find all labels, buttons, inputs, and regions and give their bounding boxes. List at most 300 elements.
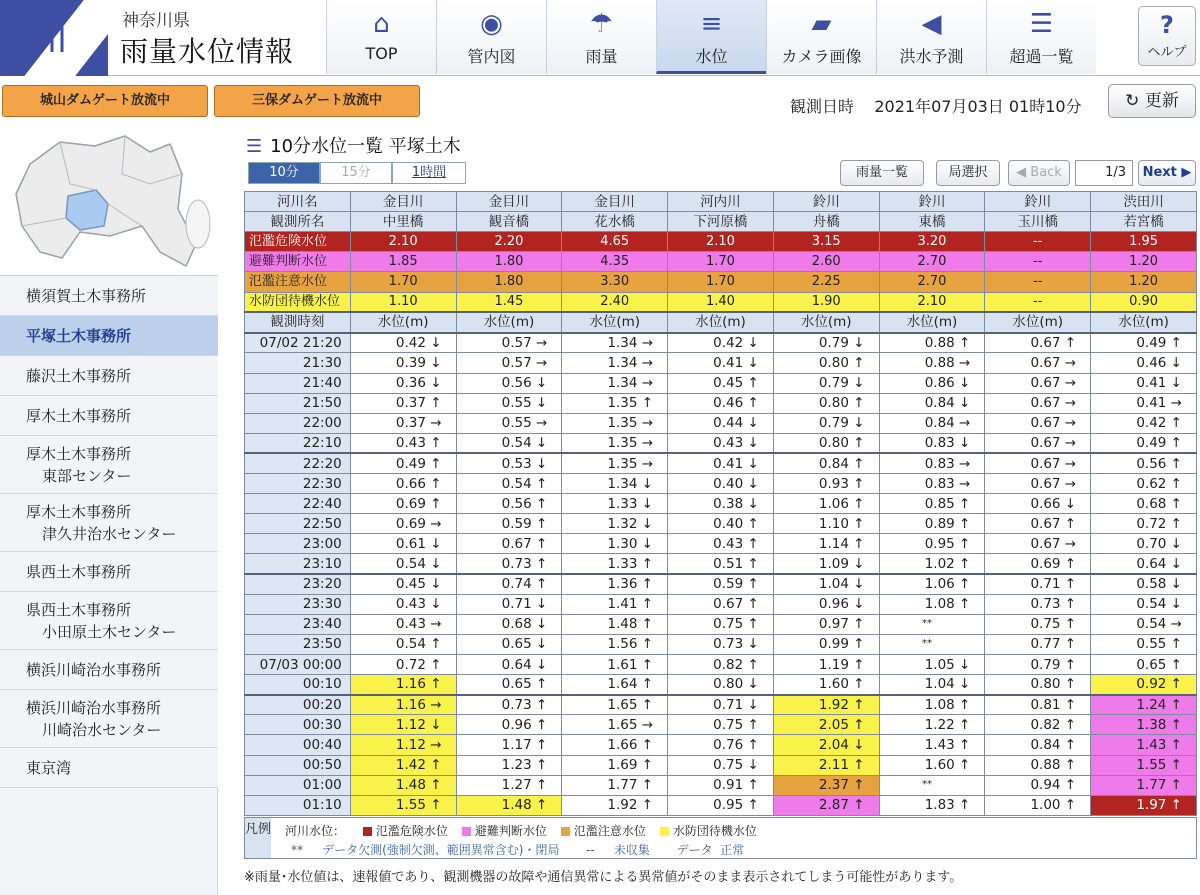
river-name: 金目川 <box>562 192 668 212</box>
water-level-cell: 0.37 → <box>350 413 456 433</box>
water-level-cell: 0.45 ↑ <box>668 373 774 393</box>
threshold-value: 1.95 <box>1091 232 1197 252</box>
sidebar-item-label: 平塚土木事務所 <box>26 326 132 345</box>
nav-area-map-button[interactable] <box>436 0 546 74</box>
water-level-cell: 1.55 ↑ <box>350 795 456 815</box>
sidebar-item[interactable] <box>0 494 218 552</box>
water-level-cell: 1.38 ↑ <box>1091 715 1197 735</box>
threshold-name: 氾濫危険水位 <box>245 232 351 252</box>
sidebar-item-label: 横浜川崎治水事務所 <box>26 698 162 717</box>
obs-time: 22:10 <box>245 433 351 453</box>
header <box>0 0 1200 76</box>
obs-time: 22:20 <box>245 453 351 473</box>
unit-label: 水位(m) <box>668 312 774 333</box>
back-button[interactable]: ◀ Back <box>1008 160 1070 186</box>
legend-swatch <box>561 827 570 836</box>
sidebar-item-label: 県西土木事務所 <box>26 600 132 619</box>
water-level-cell: 0.67 → <box>985 474 1091 494</box>
water-level-cell: 0.76 ↑ <box>668 735 774 755</box>
map-pin-icon: ◉ <box>480 9 503 39</box>
water-level-cell: 1.60 ↑ <box>879 755 985 775</box>
sidebar-item[interactable] <box>0 396 218 436</box>
water-level-cell: 0.62 ↑ <box>1091 474 1197 494</box>
table-row <box>245 373 1197 393</box>
megaphone-icon: ◀ <box>921 9 942 39</box>
water-level-cell: 0.95 ↑ <box>879 534 985 554</box>
water-level-cell: 0.97 ↑ <box>773 614 879 634</box>
water-level-cell: 0.66 ↓ <box>985 494 1091 514</box>
water-level-cell: 0.80 ↑ <box>773 433 879 453</box>
table-row <box>245 433 1197 453</box>
threshold-value: 1.45 <box>456 292 562 312</box>
sidebar-item-label: 津久井治水センター <box>42 524 177 543</box>
water-level-cell: 1.35 → <box>562 453 668 473</box>
station-header-row <box>245 212 1197 232</box>
water-level-cell: 1.35 ↑ <box>562 393 668 413</box>
rain-list-button[interactable]: 雨量一覧 <box>840 160 924 186</box>
water-level-cell: 1.27 ↑ <box>456 775 562 795</box>
table-row <box>245 735 1197 755</box>
water-level-cell: ** <box>879 634 985 654</box>
station-name: 観音橋 <box>456 212 562 232</box>
station-name: 東橋 <box>879 212 985 232</box>
station-name: 若宮橋 <box>1091 212 1197 232</box>
water-level-cell: 0.46 ↓ <box>1091 353 1197 373</box>
water-level-cell: 1.42 ↑ <box>350 755 456 775</box>
obs-time: 22:30 <box>245 474 351 494</box>
dam-gate-alert-miho[interactable]: 三保ダムゲート放流中 <box>214 85 420 117</box>
river-name: 鈴川 <box>879 192 985 212</box>
observation-value: 2021年07月03日 01時10分 <box>874 97 1082 116</box>
water-level-cell: 0.75 ↑ <box>668 715 774 735</box>
sidebar-item[interactable] <box>0 356 218 396</box>
water-level-cell: 1.83 ↑ <box>879 795 985 815</box>
water-level-cell: 1.92 ↑ <box>773 695 879 715</box>
water-level-cell: 0.55 ↓ <box>456 393 562 413</box>
water-level-cell: 0.56 ↓ <box>456 373 562 393</box>
water-level-cell: 0.83 → <box>879 453 985 473</box>
unit-label: 水位(m) <box>350 312 456 333</box>
water-level-cell: 0.75 ↑ <box>668 614 774 634</box>
river-name-label: 河川名 <box>245 192 351 212</box>
threshold-row <box>245 252 1197 272</box>
threshold-value: 2.60 <box>773 252 879 272</box>
obs-time: 00:20 <box>245 695 351 715</box>
water-level-cell: 1.14 ↑ <box>773 534 879 554</box>
water-level-cell: 0.37 ↑ <box>350 393 456 413</box>
water-level-cell: 0.61 ↓ <box>350 534 456 554</box>
obs-time: 23:10 <box>245 554 351 574</box>
question-icon: ? <box>1160 11 1174 39</box>
prefecture-logo[interactable] <box>0 0 108 76</box>
water-level-cell: 0.44 ↓ <box>668 413 774 433</box>
table-row <box>245 675 1197 695</box>
threshold-value: -- <box>985 272 1091 292</box>
water-level-cell: 0.80 ↑ <box>773 353 879 373</box>
water-level-cell: 0.79 ↓ <box>773 333 879 353</box>
sidebar-item[interactable] <box>0 316 218 356</box>
water-level-cell: 1.61 ↑ <box>562 655 668 675</box>
obs-time: 23:00 <box>245 534 351 554</box>
water-level-cell: 0.73 ↑ <box>985 594 1091 614</box>
water-level-cell: 0.75 ↑ <box>985 614 1091 634</box>
water-level-cell: 0.40 ↑ <box>668 514 774 534</box>
water-level-cell: 0.91 ↑ <box>668 775 774 795</box>
legend-data-label: データ <box>676 843 713 857</box>
water-level-cell: 0.42 ↓ <box>350 333 456 353</box>
water-level-cell: 0.54 ↓ <box>456 433 562 453</box>
water-level-cell: 0.53 ↓ <box>456 453 562 473</box>
water-level-cell: 1.24 ↑ <box>1091 695 1197 715</box>
legend-missing-symbol: ** <box>291 843 303 857</box>
water-level-cell: 0.84 ↑ <box>773 453 879 473</box>
water-level-cell: ** <box>879 775 985 795</box>
kanagawa-map-icon <box>0 124 218 276</box>
sidebar-item-label: 横浜川崎治水事務所 <box>26 660 162 679</box>
water-level-cell: 1.05 ↓ <box>879 655 985 675</box>
unit-label: 水位(m) <box>456 312 562 333</box>
nav-top-button[interactable] <box>326 0 436 74</box>
water-level-cell: 1.48 ↑ <box>350 775 456 795</box>
section-title <box>246 132 461 158</box>
unit-label: 水位(m) <box>1091 312 1197 333</box>
help-button[interactable] <box>1138 6 1196 66</box>
water-level-cell: 1.35 → <box>562 433 668 453</box>
table-row <box>245 453 1197 473</box>
water-level-cell: 0.93 ↑ <box>773 474 879 494</box>
water-level-cell: 1.34 ↓ <box>562 474 668 494</box>
river-name: 河内川 <box>668 192 774 212</box>
water-level-cell: 0.73 ↑ <box>456 695 562 715</box>
station-name: 玉川橋 <box>985 212 1091 232</box>
water-level-cell: 1.92 ↑ <box>562 795 668 815</box>
water-level-cell: 0.68 ↓ <box>456 614 562 634</box>
station-name: 花水橋 <box>562 212 668 232</box>
water-level-cell: 0.68 ↑ <box>1091 494 1197 514</box>
water-level-cell: 1.23 ↑ <box>456 755 562 775</box>
water-level-cell: 0.67 → <box>985 373 1091 393</box>
water-level-cell: 1.55 ↑ <box>1091 755 1197 775</box>
water-level-cell: 0.43 ↓ <box>668 433 774 453</box>
obs-time: 23:50 <box>245 634 351 654</box>
water-level-cell: 0.67 → <box>985 433 1091 453</box>
water-level-cell: 0.67 → <box>985 453 1091 473</box>
threshold-value: 2.70 <box>879 252 985 272</box>
legend-data-status <box>291 841 744 858</box>
threshold-value: 4.65 <box>562 232 668 252</box>
water-level-cell: 0.58 ↓ <box>1091 574 1197 594</box>
legend-item-label: 水防団待機水位 <box>672 824 757 838</box>
water-level-cell: 0.43 ↑ <box>350 433 456 453</box>
water-level-cell: 0.43 ↓ <box>350 594 456 614</box>
water-level-cell: 1.06 ↑ <box>879 574 985 594</box>
sidebar-item-label: 東京湾 <box>26 758 72 777</box>
obs-time: 22:50 <box>245 514 351 534</box>
nav-camera-button[interactable] <box>766 0 876 74</box>
water-level-cell: 0.54 ↓ <box>350 554 456 574</box>
sidebar-item-label: 小田原土木センター <box>42 622 177 641</box>
water-level-cell: 0.73 ↑ <box>456 554 562 574</box>
obs-time: 23:30 <box>245 594 351 614</box>
table-row <box>245 413 1197 433</box>
station-name: 中里橋 <box>350 212 456 232</box>
sidebar-item-label: 県西土木事務所 <box>26 562 132 581</box>
legend-swatch <box>660 827 669 836</box>
water-level-table <box>244 191 1197 816</box>
nav-top-label: TOP <box>365 44 398 63</box>
water-level-cell: 1.43 ↑ <box>1091 735 1197 755</box>
water-level-cell: 0.67 → <box>985 413 1091 433</box>
water-level-cell: 0.84 ↓ <box>879 393 985 413</box>
legend-item <box>462 824 547 838</box>
sidebar-item-label: 厚木土木事務所 <box>26 502 132 521</box>
water-level-cell: 1.77 ↑ <box>562 775 668 795</box>
water-level-cell: 1.34 → <box>562 353 668 373</box>
water-level-cell: 0.56 ↑ <box>456 494 562 514</box>
water-level-cell: 1.17 ↑ <box>456 735 562 755</box>
nav-water-level-button[interactable] <box>656 0 766 74</box>
water-level-cell: 0.67 ↑ <box>668 594 774 614</box>
obs-time: 00:50 <box>245 755 351 775</box>
water-level-cell: 0.67 → <box>985 353 1091 373</box>
sidebar-item-label: 厚木土木事務所 <box>26 444 132 463</box>
water-level-cell: 0.49 ↑ <box>1091 333 1197 353</box>
app-title: 雨量水位情報 <box>120 35 295 68</box>
water-level-cell: 0.67 → <box>985 534 1091 554</box>
water-level-cell: 1.04 ↓ <box>879 675 985 695</box>
threshold-value: 1.40 <box>668 292 774 312</box>
obs-time: 23:40 <box>245 614 351 634</box>
tab-15min[interactable]: 15分 <box>320 162 392 184</box>
sidebar-item[interactable] <box>0 748 218 788</box>
obs-time: 22:40 <box>245 494 351 514</box>
water-level-cell: 0.88 → <box>879 353 985 373</box>
water-level-cell: 1.97 ↑ <box>1091 795 1197 815</box>
table-row <box>245 614 1197 634</box>
water-level-cell: 1.19 ↑ <box>773 655 879 675</box>
threshold-row <box>245 232 1197 252</box>
water-level-cell: 0.73 ↓ <box>668 634 774 654</box>
threshold-value: 2.20 <box>456 232 562 252</box>
water-level-cell: 2.11 ↑ <box>773 755 879 775</box>
table-row <box>245 755 1197 775</box>
threshold-value: 1.90 <box>773 292 879 312</box>
nav-area-map-label: 管内図 <box>467 47 516 66</box>
threshold-value: 4.35 <box>562 252 668 272</box>
threshold-value: -- <box>985 232 1091 252</box>
water-level-cell: 0.57 → <box>456 333 562 353</box>
nav-camera-label: カメラ画像 <box>781 47 862 66</box>
water-level-cell: 0.67 ↑ <box>985 514 1091 534</box>
table-row <box>245 574 1197 594</box>
sidebar-item-label: 川崎治水センター <box>42 720 162 739</box>
water-level-cell: 0.86 ↓ <box>879 373 985 393</box>
water-level-cell: 0.38 ↓ <box>668 494 774 514</box>
water-level-cell: 0.94 ↑ <box>985 775 1091 795</box>
sidebar-item[interactable] <box>0 592 218 650</box>
station-name: 舟橋 <box>773 212 879 232</box>
water-level-cell: 0.84 ↑ <box>985 735 1091 755</box>
water-level-cell: 1.65 ↑ <box>562 695 668 715</box>
water-level-cell: 1.43 ↑ <box>879 735 985 755</box>
legend-levels <box>285 822 757 839</box>
threshold-value: 3.20 <box>879 232 985 252</box>
water-level-icon: ≡ <box>700 9 723 39</box>
sidebar-item[interactable] <box>0 552 218 592</box>
table-row <box>245 715 1197 735</box>
prefecture-name: 神奈川県 <box>122 11 190 31</box>
water-level-cell: 0.71 ↓ <box>456 594 562 614</box>
water-level-cell: 0.82 ↑ <box>668 655 774 675</box>
water-level-cell: 0.96 ↑ <box>456 715 562 735</box>
legend-title: 凡例 <box>245 818 271 858</box>
water-level-cell: 1.04 ↓ <box>773 574 879 594</box>
water-level-cell: 0.79 ↑ <box>985 655 1091 675</box>
refresh-button[interactable] <box>1108 84 1196 118</box>
obs-time: 01:00 <box>245 775 351 795</box>
table-row <box>245 393 1197 413</box>
obs-time: 23:20 <box>245 574 351 594</box>
umbrella-icon: ☂ <box>589 9 614 39</box>
table-row <box>245 795 1197 815</box>
water-level-cell: 0.80 ↑ <box>773 393 879 413</box>
table-row <box>245 353 1197 373</box>
water-level-cell: 1.60 ↑ <box>773 675 879 695</box>
water-level-cell: 1.08 ↑ <box>879 594 985 614</box>
water-level-cell: 0.70 ↓ <box>1091 534 1197 554</box>
table-row <box>245 534 1197 554</box>
water-level-cell: 0.67 ↑ <box>985 333 1091 353</box>
water-level-cell: 1.10 ↑ <box>773 514 879 534</box>
table-row <box>245 514 1197 534</box>
water-level-cell: 0.83 ↓ <box>879 433 985 453</box>
threshold-value: 1.70 <box>668 252 774 272</box>
time-label: 観測時刻 <box>245 312 351 333</box>
water-level-cell: 0.96 ↓ <box>773 594 879 614</box>
sidebar <box>0 124 218 895</box>
nav-water-level-label: 水位 <box>695 47 728 66</box>
nav-rainfall-button[interactable] <box>546 0 656 74</box>
water-level-cell: 1.33 ↓ <box>562 494 668 514</box>
nav-exceed-list-button[interactable] <box>986 0 1096 74</box>
tab-1hour[interactable]: 1時間 <box>392 162 466 184</box>
water-level-cell: 1.64 ↑ <box>562 675 668 695</box>
legend-river-level-label: 河川水位： <box>285 824 346 838</box>
water-level-cell: 0.84 → <box>879 413 985 433</box>
tab-10min[interactable]: 10分 <box>248 162 320 184</box>
water-level-cell: 1.56 ↑ <box>562 634 668 654</box>
water-level-cell: 0.65 ↓ <box>456 634 562 654</box>
water-level-cell: 0.71 ↓ <box>668 695 774 715</box>
house-icon: ⌂ <box>373 9 390 39</box>
water-level-cell: 1.69 ↑ <box>562 755 668 775</box>
table-row <box>245 333 1197 353</box>
threshold-value: 3.30 <box>562 272 668 292</box>
legend-item <box>561 824 646 838</box>
sidebar-item[interactable] <box>0 276 218 316</box>
water-level-cell: 1.34 → <box>562 333 668 353</box>
water-level-cell: 0.71 ↑ <box>985 574 1091 594</box>
obs-time: 21:40 <box>245 373 351 393</box>
threshold-value: 0.90 <box>1091 292 1197 312</box>
water-level-cell: 0.54 → <box>1091 614 1197 634</box>
observation-label: 観測日時 <box>790 97 855 116</box>
refresh-icon: ↻ <box>1125 91 1145 111</box>
water-level-cell: 0.42 ↓ <box>668 333 774 353</box>
water-level-cell: 0.72 ↑ <box>350 655 456 675</box>
legend-missing-text: データ欠測(強制欠測、範囲異常含む)・閉局 <box>322 843 560 857</box>
obs-time: 00:10 <box>245 675 351 695</box>
water-level-cell: 0.41 → <box>1091 393 1197 413</box>
list-icon: ☰ <box>246 136 263 157</box>
page-indicator: 1/3 <box>1075 160 1133 186</box>
threshold-row <box>245 272 1197 292</box>
footnote: ※雨量･水位値は、速報値であり、観測機器の故障や通信異常による異常値がそのまま表示されてしまう可能性があります。 <box>244 870 963 885</box>
threshold-value: 2.40 <box>562 292 668 312</box>
area-map[interactable] <box>0 124 218 276</box>
threshold-value: 1.10 <box>350 292 456 312</box>
water-level-cell: 0.59 ↑ <box>668 574 774 594</box>
water-level-cell: 1.16 → <box>350 695 456 715</box>
water-level-cell: 0.64 ↓ <box>1091 554 1197 574</box>
water-level-cell: 0.41 ↓ <box>668 353 774 373</box>
water-level-cell: 0.99 ↑ <box>773 634 879 654</box>
obs-time: 22:00 <box>245 413 351 433</box>
water-level-cell: 0.85 ↑ <box>879 494 985 514</box>
nav-flood-forecast-button[interactable] <box>876 0 986 74</box>
unit-label: 水位(m) <box>879 312 985 333</box>
water-level-cell: 0.49 ↑ <box>1091 433 1197 453</box>
water-level-cell: 2.37 ↑ <box>773 775 879 795</box>
threshold-name: 氾濫注意水位 <box>245 272 351 292</box>
dam-gate-alert-shiroyama[interactable]: 城山ダムゲート放流中 <box>2 85 208 117</box>
sidebar-item-label: 横須賀土木事務所 <box>26 286 147 305</box>
water-level-cell: 0.39 ↓ <box>350 353 456 373</box>
water-level-cell: 0.49 ↑ <box>350 453 456 473</box>
nav-exceed-list-label: 超過一覧 <box>1009 47 1074 66</box>
station-select-button[interactable]: 局選択 <box>936 160 1000 186</box>
threshold-value: 2.10 <box>350 232 456 252</box>
water-level-cell: 0.66 ↑ <box>350 474 456 494</box>
water-level-cell: 0.88 ↑ <box>985 755 1091 775</box>
water-level-cell: 1.41 ↑ <box>562 594 668 614</box>
threshold-value: 1.70 <box>350 272 456 292</box>
next-button[interactable]: Next ▶ <box>1138 160 1196 186</box>
obs-time: 01:10 <box>245 795 351 815</box>
water-level-cell: 1.33 ↑ <box>562 554 668 574</box>
river-name: 渋田川 <box>1091 192 1197 212</box>
sidebar-item[interactable] <box>0 650 218 690</box>
water-level-cell: 1.48 ↑ <box>456 795 562 815</box>
water-level-cell: 0.46 ↑ <box>668 393 774 413</box>
sidebar-item[interactable] <box>0 436 218 494</box>
water-level-cell: 1.08 ↑ <box>879 695 985 715</box>
section-title-text: 10分水位一覧 平塚土木 <box>270 136 461 157</box>
water-level-cell: ** <box>879 614 985 634</box>
water-level-cell: 0.89 ↑ <box>879 514 985 534</box>
threshold-value: 2.10 <box>879 292 985 312</box>
help-label: ヘルプ <box>1147 45 1187 60</box>
list-icon: ☰ <box>1029 9 1054 39</box>
sidebar-item[interactable] <box>0 690 218 748</box>
threshold-value: -- <box>985 252 1091 272</box>
water-level-cell: 0.95 ↑ <box>668 795 774 815</box>
obs-time: 00:30 <box>245 715 351 735</box>
water-level-cell: 0.81 ↑ <box>985 695 1091 715</box>
obs-time: 21:30 <box>245 353 351 373</box>
water-level-cell: 1.30 ↓ <box>562 534 668 554</box>
water-level-cell: 0.41 ↓ <box>1091 373 1197 393</box>
